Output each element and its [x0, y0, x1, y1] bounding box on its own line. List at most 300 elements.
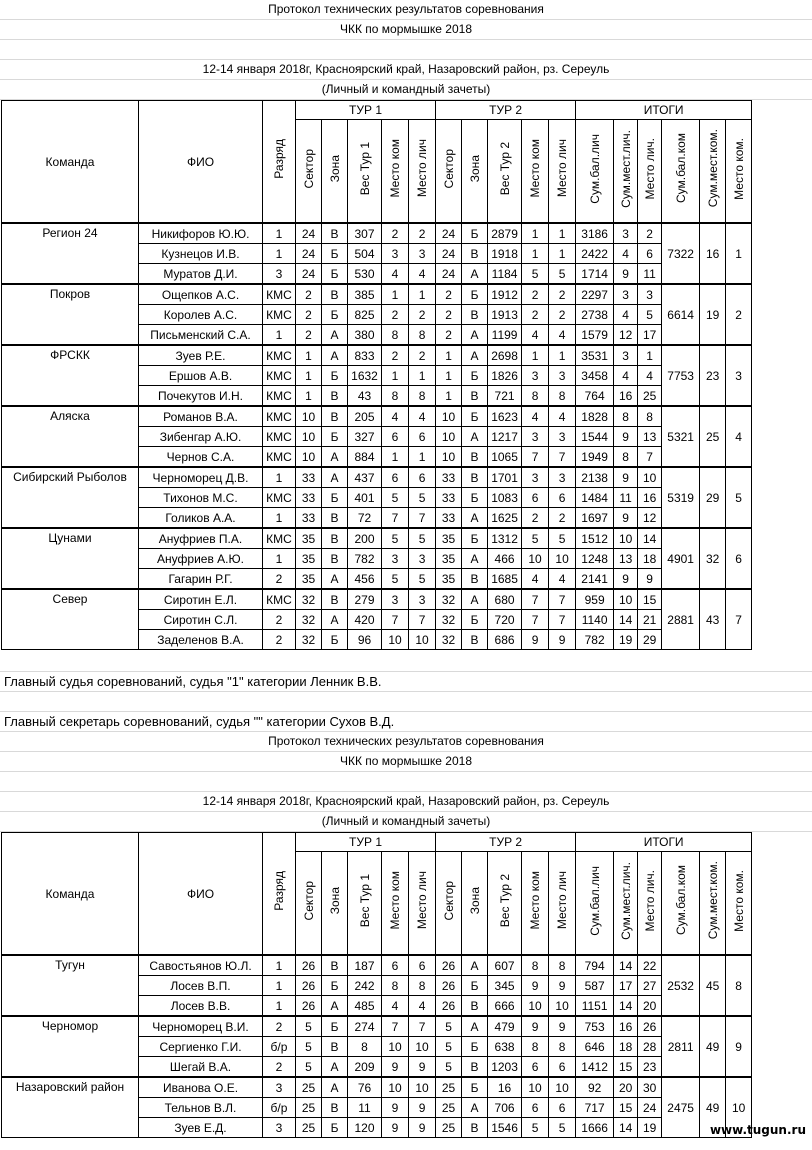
col-header-place-team-1 — [382, 120, 409, 224]
team-team-place: 7 — [726, 589, 752, 650]
cell-value: 5 — [409, 488, 436, 508]
team-team-place: 10 — [726, 1077, 752, 1138]
team-name — [2, 1077, 139, 1138]
cell-value: 8 — [409, 386, 436, 407]
cell-value: 6 — [638, 244, 662, 264]
cell-value: 16 — [614, 386, 638, 407]
col-header-sector — [296, 852, 322, 956]
athlete-name: Ершов А.В. — [139, 366, 263, 386]
cell-value: Б — [462, 610, 488, 630]
cell-value: 1 — [263, 955, 296, 976]
cell-value: 3186 — [576, 223, 614, 244]
cell-value: 1 — [296, 366, 322, 386]
cell-value: 5 — [409, 528, 436, 549]
cell-value: 9 — [549, 630, 576, 650]
cell-value: 35 — [296, 549, 322, 569]
cell-value: Б — [322, 1016, 348, 1037]
cell-value: 5 — [382, 528, 409, 549]
col-header-label-place-pers-2: Место лич — [555, 139, 570, 198]
cell-value: Б — [322, 630, 348, 650]
cell-value: 8 — [549, 386, 576, 407]
cell-value: 1412 — [576, 1057, 614, 1078]
team-team-places: 49 — [700, 1077, 726, 1138]
cell-value: 14 — [614, 955, 638, 976]
col-header-sum-places — [614, 120, 638, 224]
cell-value: 2 — [549, 508, 576, 529]
cell-value: КМС — [263, 386, 296, 407]
cell-value: 9 — [638, 569, 662, 590]
cell-value: Б — [322, 264, 348, 285]
cell-value: 1828 — [576, 406, 614, 427]
cell-value: Б — [322, 244, 348, 264]
cell-value: 646 — [576, 1037, 614, 1057]
cell-value: 6 — [549, 1098, 576, 1118]
cell-value: 1714 — [576, 264, 614, 285]
cell-value: Б — [462, 223, 488, 244]
cell-value: 2 — [263, 610, 296, 630]
athlete-name: Заделенов В.А. — [139, 630, 263, 650]
cell-value: 17 — [614, 976, 638, 996]
athlete-name: Гагарин Р.Г. — [139, 569, 263, 590]
cell-value: 686 — [488, 630, 522, 650]
col-header-sector-2 — [436, 852, 462, 956]
cell-value: 2 — [409, 345, 436, 366]
cell-value: 1 — [436, 366, 462, 386]
col-header-fio: ФИО — [139, 101, 263, 224]
team-team-places: 19 — [700, 284, 726, 345]
cell-value: КМС — [263, 528, 296, 549]
cell-value: 24 — [436, 244, 462, 264]
col-header-label-sector: Сектор — [301, 880, 316, 921]
cell-value: 1 — [296, 386, 322, 407]
cell-value: 4 — [614, 244, 638, 264]
cell-value: 2 — [436, 305, 462, 325]
cell-value: А — [322, 447, 348, 468]
cell-value: Б — [462, 406, 488, 427]
cell-value: Б — [322, 976, 348, 996]
cell-value: 1685 — [488, 569, 522, 590]
cell-value: 1 — [409, 447, 436, 468]
cell-value: 9 — [382, 1118, 409, 1138]
cell-value: 32 — [436, 610, 462, 630]
table-row — [2, 467, 752, 488]
col-header-tour2: ТУР 2 — [436, 101, 576, 120]
cell-value: 504 — [348, 244, 382, 264]
col-header-label-sector-2: Сектор — [441, 148, 456, 189]
athlete-name: Ануфриев А.Ю. — [139, 549, 263, 569]
col-header-zone-2 — [462, 120, 488, 224]
results-table-2 — [1, 832, 752, 1138]
cell-value: 1 — [382, 447, 409, 468]
col-header-label-place-pers-1: Место лич — [415, 871, 430, 930]
col-header-place-team-2 — [522, 852, 549, 956]
cell-value: 5 — [549, 264, 576, 285]
cell-value: Б — [322, 1118, 348, 1138]
col-header-label-place-team-1: Место ком — [388, 139, 402, 198]
protocol-place-2: 12-14 января 2018г, Красноярский край, Назаровский район, рз. Сереуль — [0, 792, 812, 812]
cell-value: КМС — [263, 305, 296, 325]
cell-value: 7 — [549, 610, 576, 630]
cell-value: 10 — [522, 1077, 549, 1098]
team-name — [2, 528, 139, 589]
cell-value: 327 — [348, 427, 382, 447]
cell-value: 24 — [436, 264, 462, 285]
team-name — [2, 589, 139, 650]
team-team-places: 45 — [700, 955, 726, 1016]
cell-value: 2 — [549, 284, 576, 305]
team-name-label: Аляска — [50, 409, 90, 423]
athlete-name: Романов В.А. — [139, 406, 263, 427]
cell-value: В — [462, 447, 488, 468]
cell-value: 4 — [638, 366, 662, 386]
cell-value: 8 — [522, 386, 549, 407]
cell-value: 9 — [614, 467, 638, 488]
cell-value: 1 — [263, 223, 296, 244]
cell-value: 5 — [522, 1118, 549, 1138]
cell-value: 4 — [409, 406, 436, 427]
cell-value: 7 — [409, 610, 436, 630]
col-header-team: Команда — [2, 833, 139, 956]
col-header-label-place-pers-total: Место лич. — [642, 137, 657, 200]
cell-value: 1 — [409, 366, 436, 386]
col-header-label-place-team-2: Место ком — [528, 871, 543, 930]
cell-value: 12 — [614, 325, 638, 346]
cell-value: 33 — [296, 508, 322, 529]
cell-value: 884 — [348, 447, 382, 468]
cell-value: 10 — [522, 549, 549, 569]
team-team-places: 29 — [700, 467, 726, 528]
cell-value: 717 — [576, 1098, 614, 1118]
cell-value: 1544 — [576, 427, 614, 447]
cell-value: 2141 — [576, 569, 614, 590]
cell-value: Б — [462, 488, 488, 508]
athlete-name: Зибенгар А.Ю. — [139, 427, 263, 447]
athlete-name: Тельнов В.Л. — [139, 1098, 263, 1118]
cell-value: 187 — [348, 955, 382, 976]
cell-value: 32 — [296, 610, 322, 630]
cell-value: Б — [462, 366, 488, 386]
cell-value: 4 — [522, 569, 549, 590]
cell-value: 4 — [549, 569, 576, 590]
cell-value: А — [322, 996, 348, 1017]
cell-value: Б — [322, 366, 348, 386]
col-header-zone-2 — [462, 852, 488, 956]
col-header-totals: ИТОГИ — [576, 833, 752, 852]
cell-value: 4 — [409, 264, 436, 285]
cell-value: 420 — [348, 610, 382, 630]
cell-value: 4 — [382, 264, 409, 285]
cell-value: 1184 — [488, 264, 522, 285]
cell-value: 1 — [409, 284, 436, 305]
athlete-name: Черноморец В.И. — [139, 1016, 263, 1037]
cell-value: 43 — [348, 386, 382, 407]
cell-value: 2 — [296, 284, 322, 305]
cell-value: А — [462, 345, 488, 366]
cell-value: 7 — [522, 610, 549, 630]
cell-value: 5 — [638, 305, 662, 325]
cell-value: 26 — [436, 955, 462, 976]
cell-value: 2 — [382, 305, 409, 325]
cell-value: 9 — [522, 1016, 549, 1037]
cell-value: 29 — [638, 630, 662, 650]
cell-value: 1912 — [488, 284, 522, 305]
cell-value: 9 — [522, 976, 549, 996]
athlete-name: Голиков А.А. — [139, 508, 263, 529]
cell-value: 2 — [263, 1016, 296, 1037]
cell-value: 25 — [296, 1077, 322, 1098]
team-team-points: 2881 — [662, 589, 700, 650]
cell-value: А — [322, 345, 348, 366]
col-header-sum-team-points — [662, 852, 700, 956]
cell-value: КМС — [263, 406, 296, 427]
team-team-places: 32 — [700, 528, 726, 589]
blank-row — [0, 692, 812, 712]
cell-value: В — [462, 1057, 488, 1078]
cell-value: 17 — [638, 325, 662, 346]
cell-value: 19 — [614, 630, 638, 650]
col-header-sum-places — [614, 852, 638, 956]
cell-value: 9 — [522, 630, 549, 650]
cell-value: 1217 — [488, 427, 522, 447]
cell-value: 25 — [436, 1077, 462, 1098]
team-team-places: 25 — [700, 406, 726, 467]
protocol-scoring-2: (Личный и командный зачеты) — [0, 812, 812, 832]
col-header-label-sum-points: Сум.бал.лич — [587, 865, 602, 936]
cell-value: В — [462, 996, 488, 1017]
athlete-name: Кузнецов И.В. — [139, 244, 263, 264]
team-name-label: Регион 24 — [42, 226, 98, 240]
col-header-label-rank: Разряд — [272, 871, 286, 911]
cell-value: 8 — [614, 447, 638, 468]
cell-value: 2 — [522, 284, 549, 305]
cell-value: 6 — [382, 955, 409, 976]
cell-value: 2698 — [488, 345, 522, 366]
cell-value: 1512 — [576, 528, 614, 549]
table-row — [2, 589, 752, 610]
cell-value: 3 — [409, 549, 436, 569]
cell-value: 35 — [296, 569, 322, 590]
table-row — [2, 1016, 752, 1037]
cell-value: 3 — [263, 1118, 296, 1138]
cell-value: 825 — [348, 305, 382, 325]
col-header-sum-team-points — [662, 120, 700, 224]
cell-value: 6 — [382, 427, 409, 447]
cell-value: 7 — [549, 447, 576, 468]
cell-value: 607 — [488, 955, 522, 976]
cell-value: 401 — [348, 488, 382, 508]
athlete-name: Лосев В.В. — [139, 996, 263, 1017]
col-header-label-place-pers-1: Место лич — [415, 139, 430, 198]
cell-value: 1199 — [488, 325, 522, 346]
cell-value: 1 — [263, 976, 296, 996]
athlete-name: Никифоров Ю.Ю. — [139, 223, 263, 244]
col-header-label-sum-team-points: Сум.бал.ком — [673, 133, 688, 204]
cell-value: 1918 — [488, 244, 522, 264]
cell-value: 2 — [409, 223, 436, 244]
cell-value: 530 — [348, 264, 382, 285]
cell-value: 959 — [576, 589, 614, 610]
col-header-fio: ФИО — [139, 833, 263, 956]
cell-value: 10 — [436, 427, 462, 447]
cell-value: 72 — [348, 508, 382, 529]
cell-value: 2138 — [576, 467, 614, 488]
cell-value: 22 — [638, 955, 662, 976]
cell-value: 26 — [296, 996, 322, 1017]
cell-value: 9 — [614, 508, 638, 529]
team-name-label: Цунами — [48, 531, 92, 545]
team-name — [2, 1016, 139, 1077]
cell-value: 32 — [296, 589, 322, 610]
col-header-team-place — [726, 852, 752, 956]
col-header-label-sum-places: Сум.мест.лич. — [618, 129, 633, 208]
cell-value: 9 — [614, 569, 638, 590]
cell-value: 666 — [488, 996, 522, 1017]
cell-value: 8 — [348, 1037, 382, 1057]
table-row — [2, 284, 752, 305]
athlete-name: Шегай В.А. — [139, 1057, 263, 1078]
col-header-sector — [296, 120, 322, 224]
cell-value: 23 — [638, 1057, 662, 1078]
cell-value: 437 — [348, 467, 382, 488]
cell-value: 1632 — [348, 366, 382, 386]
cell-value: 8 — [382, 976, 409, 996]
col-header-label-team-place: Место ком. — [731, 869, 746, 932]
cell-value: 21 — [638, 610, 662, 630]
cell-value: 2 — [436, 325, 462, 346]
cell-value: 10 — [549, 1077, 576, 1098]
cell-value: 8 — [382, 386, 409, 407]
cell-value: В — [322, 1098, 348, 1118]
cell-value: 2 — [522, 305, 549, 325]
cell-value: 5 — [522, 264, 549, 285]
col-header-totals: ИТОГИ — [576, 101, 752, 120]
cell-value: 20 — [638, 996, 662, 1017]
cell-value: 3 — [549, 427, 576, 447]
cell-value: 9 — [549, 1016, 576, 1037]
team-name-label: Сибирский Рыболов — [13, 470, 127, 484]
cell-value: 8 — [382, 325, 409, 346]
col-header-label-zone-2: Зона — [467, 154, 482, 183]
cell-value: А — [322, 1057, 348, 1078]
team-team-points: 2811 — [662, 1016, 700, 1077]
cell-value: 4 — [522, 406, 549, 427]
cell-value: 10 — [409, 630, 436, 650]
cell-value: 7 — [382, 610, 409, 630]
cell-value: В — [462, 630, 488, 650]
protocol-place: 12-14 января 2018г, Красноярский край, Назаровский район, рз. Сереуль — [0, 60, 812, 80]
blank-row — [0, 40, 812, 60]
cell-value: 4 — [614, 366, 638, 386]
col-header-place-pers-total — [638, 120, 662, 224]
cell-value: 1083 — [488, 488, 522, 508]
cell-value: 10 — [436, 447, 462, 468]
cell-value: 3 — [614, 223, 638, 244]
cell-value: 5 — [296, 1016, 322, 1037]
cell-value: 8 — [638, 406, 662, 427]
cell-value: 1 — [296, 345, 322, 366]
cell-value: 1 — [436, 386, 462, 407]
cell-value: КМС — [263, 284, 296, 305]
cell-value: 3531 — [576, 345, 614, 366]
cell-value: 1 — [522, 244, 549, 264]
cell-value: 14 — [614, 996, 638, 1017]
cell-value: 1949 — [576, 447, 614, 468]
col-header-tour1: ТУР 1 — [296, 101, 436, 120]
cell-value: 2422 — [576, 244, 614, 264]
cell-value: 1 — [549, 244, 576, 264]
team-team-place: 9 — [726, 1016, 752, 1077]
cell-value: 12 — [638, 508, 662, 529]
cell-value: 5 — [436, 1016, 462, 1037]
cell-value: 5 — [436, 1057, 462, 1078]
cell-value: В — [462, 386, 488, 407]
athlete-name: Иванова О.Е. — [139, 1077, 263, 1098]
cell-value: 2 — [296, 325, 322, 346]
cell-value: 1546 — [488, 1118, 522, 1138]
cell-value: 466 — [488, 549, 522, 569]
cell-value: 32 — [436, 589, 462, 610]
cell-value: А — [462, 264, 488, 285]
team-name — [2, 223, 139, 284]
cell-value: 10 — [522, 996, 549, 1017]
cell-value: 11 — [614, 488, 638, 508]
protocol-title-2: Протокол технических результатов соревнования — [0, 732, 812, 752]
cell-value: 8 — [409, 976, 436, 996]
cell-value: 8 — [549, 955, 576, 976]
athlete-name: Почекутов И.Н. — [139, 386, 263, 407]
cell-value: 26 — [296, 976, 322, 996]
cell-value: В — [462, 305, 488, 325]
cell-value: А — [322, 569, 348, 590]
cell-value: 11 — [638, 264, 662, 285]
cell-value: 10 — [549, 549, 576, 569]
cell-value: 14 — [614, 610, 638, 630]
cell-value: 35 — [296, 528, 322, 549]
col-header-label-weight1: Вес Тур 1 — [357, 141, 372, 196]
team-name — [2, 955, 139, 1016]
team-name-label: Тугун — [55, 958, 85, 972]
cell-value: 10 — [296, 406, 322, 427]
cell-value: Б — [322, 427, 348, 447]
cell-value: 10 — [296, 427, 322, 447]
cell-value: 96 — [348, 630, 382, 650]
cell-value: 4 — [549, 325, 576, 346]
athlete-name: Сиротин С.Л. — [139, 610, 263, 630]
cell-value: 2 — [382, 345, 409, 366]
cell-value: 2 — [263, 630, 296, 650]
cell-value: 5 — [409, 569, 436, 590]
cell-value: 2879 — [488, 223, 522, 244]
cell-value: 456 — [348, 569, 382, 590]
col-header-label-rank: Разряд — [272, 139, 286, 179]
col-header-place-pers-1 — [409, 852, 436, 956]
cell-value: 14 — [638, 528, 662, 549]
cell-value: 1312 — [488, 528, 522, 549]
cell-value: 7 — [522, 447, 549, 468]
cell-value: 1484 — [576, 488, 614, 508]
cell-value: 76 — [348, 1077, 382, 1098]
col-header-zone — [322, 852, 348, 956]
protocol-scoring: (Личный и командный зачеты) — [0, 80, 812, 100]
cell-value: А — [322, 610, 348, 630]
col-header-label-sum-points: Сум.бал.лич — [587, 133, 602, 204]
cell-value: 794 — [576, 955, 614, 976]
cell-value: 3 — [263, 264, 296, 285]
table-row — [2, 528, 752, 549]
table-row — [2, 406, 752, 427]
cell-value: 1826 — [488, 366, 522, 386]
cell-value: 20 — [614, 1077, 638, 1098]
